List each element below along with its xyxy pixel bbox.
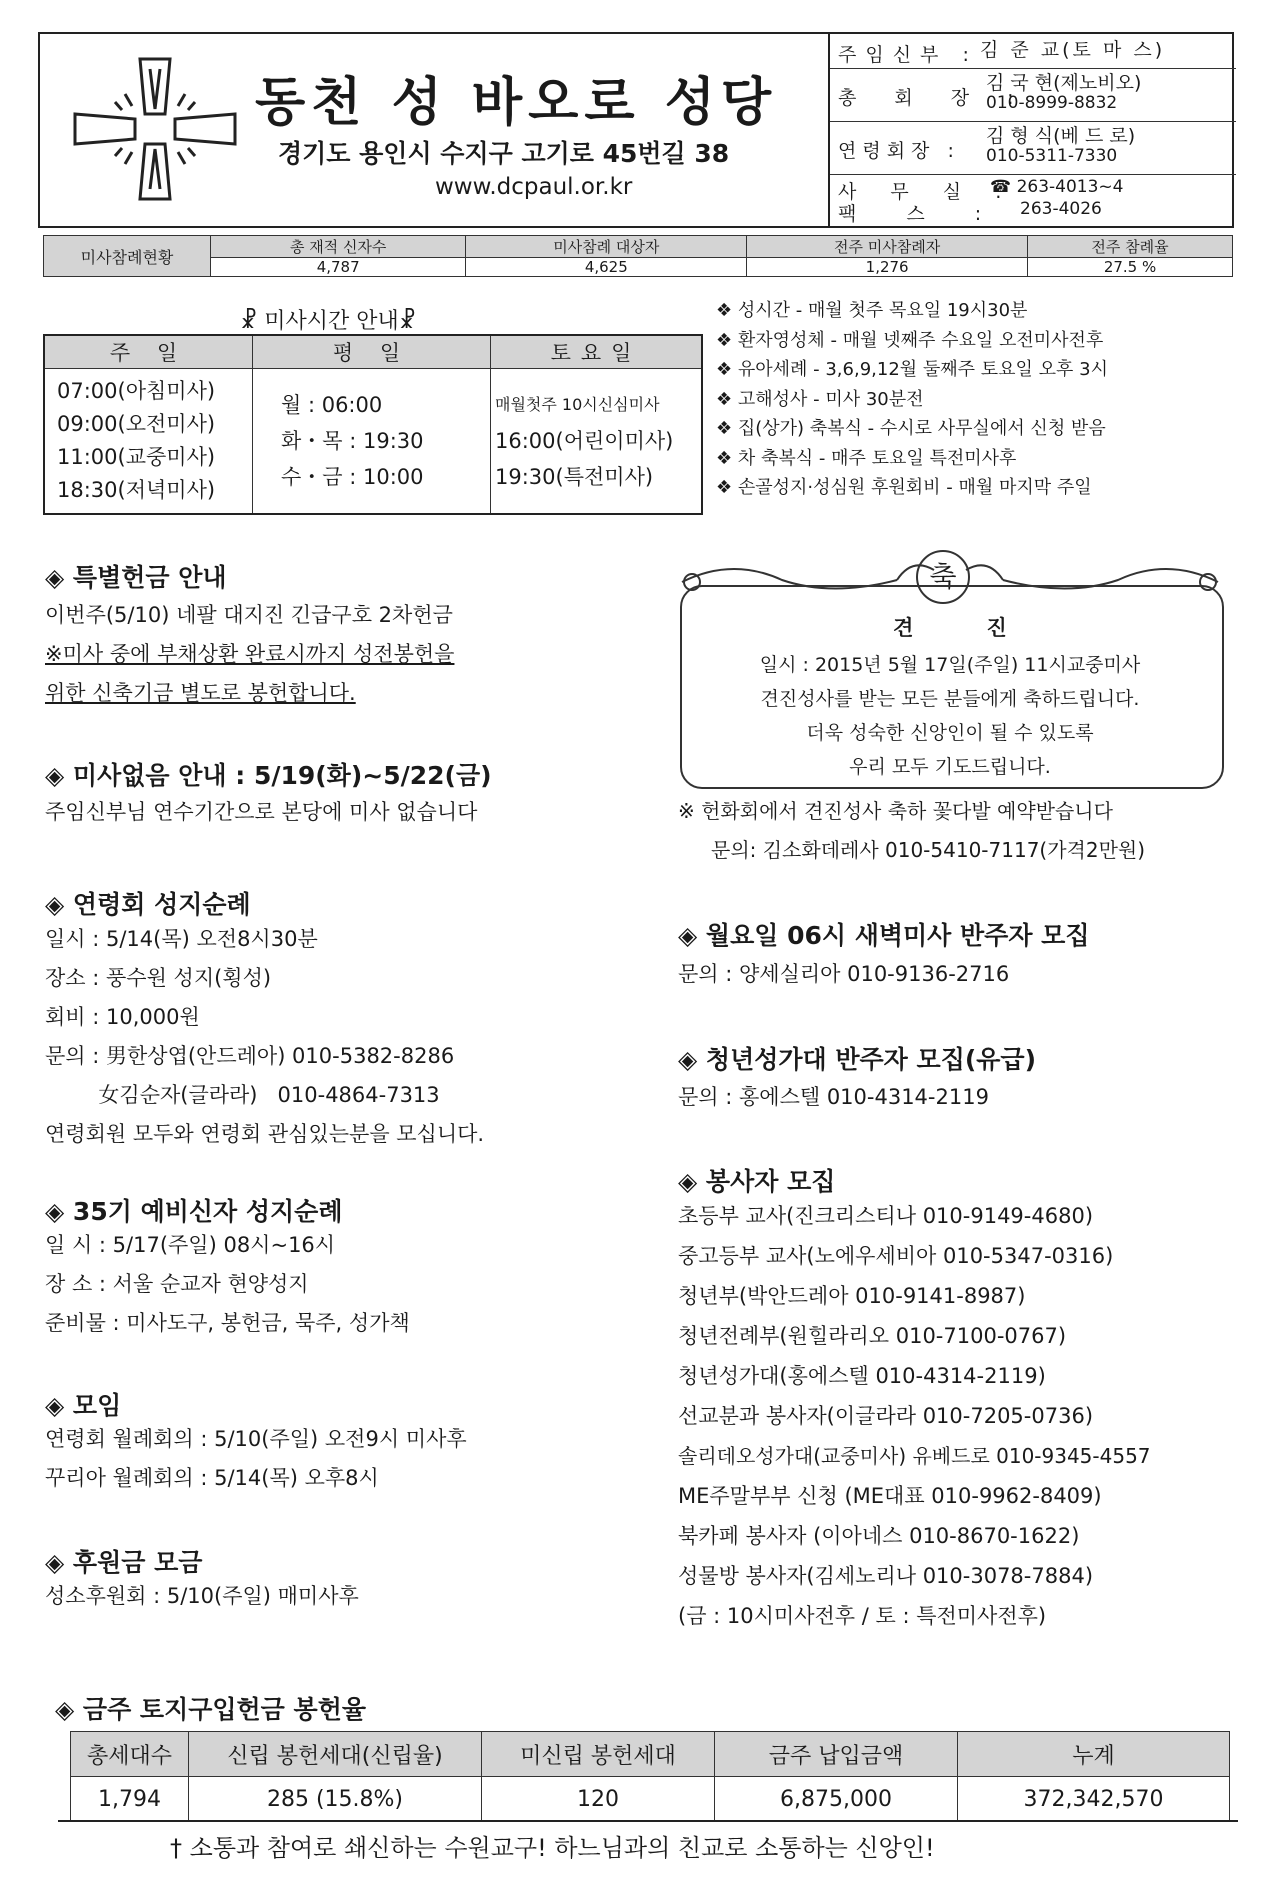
organist-recruit-text: 문의 : 양세실리아 010-9136-2716 xyxy=(678,962,1010,986)
confirmation-text xyxy=(680,648,1220,784)
staff-name: 김 국 현(제노비오) xyxy=(986,72,1142,94)
mass-time: 화・목 : 19:30 xyxy=(281,429,424,453)
mass-time: 18:30(저녁미사) xyxy=(57,478,216,502)
organist-recruit-title: ◈ 월요일 06시 새벽미사 반주자 모집 xyxy=(678,921,1090,950)
church-name: 동천 성 바오로 성당 xyxy=(255,73,778,133)
stats-header: 미사참례 대상자 xyxy=(466,236,747,258)
church-website-link[interactable]: www.dcpaul.or.kr xyxy=(435,174,633,200)
list-item: 선교분과 봉사자(이글라라 010-7205-0736) xyxy=(678,1404,1094,1428)
footer-divider xyxy=(58,1820,1238,1822)
special-offering-text xyxy=(45,596,454,713)
list-item: 중고등부 교사(노에우세비아 010-5347-0316) xyxy=(678,1244,1114,1268)
text-line: 준비물 : 미사도구, 봉헌금, 묵주, 성가책 xyxy=(45,1311,410,1335)
youth-choir-recruit-title: ◈ 청년성가대 반주자 모집(유급) xyxy=(678,1045,1036,1074)
staff-name: 김 형 식(베 드 로) xyxy=(986,125,1136,147)
pilgrimage-title: ◈ 연령회 성지순례 xyxy=(45,890,251,919)
fax-number: 263-4026 xyxy=(1020,199,1102,219)
sacrament-notices xyxy=(716,296,1108,503)
staff-role: 팩 스 : xyxy=(838,203,1004,225)
land-value: 372,342,570 xyxy=(958,1777,1230,1822)
list-item: 초등부 교사(진크리스티나 010-9149-4680) xyxy=(678,1204,1094,1228)
text-line: 일 시 : 5/17(주일) 08시~16시 xyxy=(45,1233,336,1257)
text-line: 연령회 월례회의 : 5/10(주일) 오전9시 미사후 xyxy=(45,1427,467,1451)
staff-row-memorial xyxy=(830,122,1236,175)
mass-header-saturday: 토요일 xyxy=(491,335,703,369)
mass-header-sunday: 주 일 xyxy=(44,335,253,369)
list-item: ME주말부부 신청 (ME대표 010-9962-8409) xyxy=(678,1484,1102,1508)
text-line: 문의 : 男한상엽(안드레아) 010-5382-8286 xyxy=(45,1044,455,1068)
text-line: 女김순자(글라라) 010-4864-7313 xyxy=(45,1083,440,1107)
staff-role: 총 회 장 : xyxy=(838,87,1030,109)
mass-time: 11:00(교중미사) xyxy=(57,445,216,469)
mass-time: 09:00(오전미사) xyxy=(57,412,216,436)
support-fund-title: ◈ 후원금 모금 xyxy=(45,1548,203,1577)
mass-time: 19:30(특전미사) xyxy=(495,465,654,489)
staff-row-president xyxy=(830,69,1236,122)
special-offering-title: ◈ 특별헌금 안내 xyxy=(45,563,227,592)
text-line: 견진성사를 받는 모든 분들에게 축하드립니다. xyxy=(760,688,1140,710)
volunteer-recruit-title: ◈ 봉사자 모집 xyxy=(678,1167,836,1196)
flower-reservation-note xyxy=(678,792,1145,870)
land-header: 신립 봉헌세대(신립율) xyxy=(189,1732,482,1777)
mass-header-weekday: 평 일 xyxy=(253,335,491,369)
cross-logo-icon xyxy=(70,54,240,204)
text-line: 이번주(5/10) 네팔 대지진 긴급구호 2차헌금 xyxy=(45,603,453,627)
text-line: 문의: 김소화데레사 010-5410-7117(가격2만원) xyxy=(711,838,1146,862)
land-value: 120 xyxy=(482,1777,715,1822)
stats-value: 27.5 % xyxy=(1028,258,1233,277)
staff-phone: 010-8999-8832 xyxy=(986,93,1118,113)
staff-role: 주임신부 : xyxy=(838,44,978,66)
list-item: 북카페 봉사자 (이아네스 010-8670-1622) xyxy=(678,1524,1080,1548)
land-header: 미신립 봉헌세대 xyxy=(482,1732,715,1777)
land-value: 6,875,000 xyxy=(715,1777,958,1822)
list-item: (금 : 10시미사전후 / 토 : 특전미사전후) xyxy=(678,1604,1047,1628)
list-item: 청년전례부(원힐라리오 010-7100-0767) xyxy=(678,1324,1067,1348)
text-line: 일시 : 2015년 5월 17일(주일) 11시교중미사 xyxy=(759,654,1141,676)
youth-choir-recruit-text: 문의 : 홍에스텔 010-4314-2119 xyxy=(678,1085,989,1109)
stats-value: 1,276 xyxy=(747,258,1028,277)
notice-item: ❖ 환자영성체 - 매월 넷째주 수요일 오전미사전후 xyxy=(716,329,1104,351)
church-address: 경기도 용인시 수지구 고기로 45번길 38 xyxy=(278,139,730,168)
mass-time: 매월첫주 10시신심미사 xyxy=(495,395,660,414)
staff-directory xyxy=(828,34,1236,226)
text-line: 꾸리아 월례회의 : 5/14(목) 오후8시 xyxy=(45,1466,379,1490)
list-item: 솔리데오성가대(교중미사) 유베드로 010-9345-4557 xyxy=(678,1444,1151,1468)
text-line: ※ 헌화회에서 견진성사 축하 꽃다발 예약받습니다 xyxy=(678,799,1113,823)
footer-slogan: † 소통과 참여로 쇄신하는 수원교구! 하느님과의 친교로 소통하는 신앙인! xyxy=(170,1834,935,1862)
meeting-text xyxy=(45,1420,467,1498)
catechumen-pilgrimage-title: ◈ 35기 예비신자 성지순례 xyxy=(45,1197,343,1226)
staff-role: 연령회장 : xyxy=(838,140,960,162)
staff-phone: 010-5311-7330 xyxy=(986,146,1118,166)
no-mass-title: ◈ 미사없음 안내 : 5/19(화)~5/22(금) xyxy=(45,761,492,790)
text-line: 일시 : 5/14(목) 오전8시30분 xyxy=(45,927,318,951)
text-line: 위한 신축기금 별도로 봉헌합니다. xyxy=(45,681,356,705)
land-value: 285 (15.8%) xyxy=(189,1777,482,1822)
weekday-times xyxy=(253,369,491,515)
text-line: 장소 : 풍수원 성지(횡성) xyxy=(45,966,272,990)
land-header: 총세대수 xyxy=(71,1732,189,1777)
mass-time: 수・금 : 10:00 xyxy=(281,465,424,489)
notice-item: ❖ 집(상가) 축복식 - 수시로 사무실에서 신청 받음 xyxy=(716,418,1106,439)
land-header: 금주 납입금액 xyxy=(715,1732,958,1777)
land-fund-title: ◈ 금주 토지구입헌금 봉헌율 xyxy=(55,1695,366,1724)
list-item: 성물방 봉사자(김세노리나 010-3078-7884) xyxy=(678,1564,1094,1588)
attendance-stats-table xyxy=(43,235,1233,277)
land-value: 1,794 xyxy=(71,1777,189,1822)
header-left xyxy=(40,34,828,226)
staff-name: 김 준 교(토 마 스) xyxy=(980,39,1166,61)
bulletin-header xyxy=(38,32,1234,228)
text-line: 장 소 : 서울 순교자 현양성지 xyxy=(45,1272,309,1296)
meeting-title: ◈ 모임 xyxy=(45,1391,122,1420)
notice-item: ❖ 성시간 - 매월 첫주 목요일 19시30분 xyxy=(716,300,1028,321)
volunteer-list xyxy=(678,1196,1151,1636)
sunday-times xyxy=(44,369,253,515)
notice-item: ❖ 유아세례 - 3,6,9,12월 둘째주 토요일 오후 3시 xyxy=(716,359,1108,380)
text-line: 더욱 성숙한 신앙인이 될 수 있도록 xyxy=(806,722,1094,744)
catechumen-pilgrimage-text xyxy=(45,1226,410,1343)
stats-value: 4,787 xyxy=(211,258,466,277)
mass-time: 07:00(아침미사) xyxy=(57,379,216,403)
text-line: 우리 모두 기도드립니다. xyxy=(849,756,1051,778)
staff-role: 사 무 실 : xyxy=(838,181,1016,203)
stats-label: 미사참례현황 xyxy=(44,236,211,277)
notice-item: ❖ 차 축복식 - 매주 토요일 특전미사후 xyxy=(716,447,1017,469)
notice-item: ❖ 고해성사 - 미사 30분전 xyxy=(716,388,924,410)
support-fund-text: 성소후원회 : 5/10(주일) 매미사후 xyxy=(45,1584,359,1608)
notice-item: ❖ 손골성지·성심원 후원회비 - 매월 마지막 주일 xyxy=(716,477,1092,498)
staff-row-office xyxy=(830,175,1236,225)
stats-header: 총 재적 신자수 xyxy=(211,236,466,258)
text-line: 회비 : 10,000원 xyxy=(45,1005,200,1029)
stats-header: 전주 참례율 xyxy=(1028,236,1233,258)
mass-time: 월 : 06:00 xyxy=(281,393,383,417)
stats-value: 4,625 xyxy=(466,258,747,277)
land-header: 누계 xyxy=(958,1732,1230,1777)
mass-times-table xyxy=(43,334,703,515)
list-item: 청년성가대(홍에스텔 010-4314-2119) xyxy=(678,1364,1046,1388)
mass-time: 16:00(어린이미사) xyxy=(495,429,674,453)
office-phone: ☎ 263-4013~4 xyxy=(990,177,1124,197)
list-item: 청년부(박안드레아 010-9141-8987) xyxy=(678,1284,1026,1308)
saturday-times xyxy=(491,369,703,515)
land-fund-table xyxy=(70,1731,1230,1822)
text-line: ※미사 중에 부채상환 완료시까지 성전봉헌을 xyxy=(45,642,455,666)
pilgrimage-text xyxy=(45,920,484,1154)
staff-row-pastor xyxy=(830,34,1236,69)
stats-header: 전주 미사참례자 xyxy=(747,236,1028,258)
no-mass-text: 주임신부님 연수기간으로 본당에 미사 없습니다 xyxy=(45,800,478,824)
confirmation-title: 견 진 xyxy=(893,616,1007,640)
celebration-badge: 축 xyxy=(916,550,970,604)
mass-times-title: ☧ 미사시간 안내☧ xyxy=(240,309,416,334)
text-line: 연령회원 모두와 연령회 관심있는분을 모십니다. xyxy=(45,1122,485,1146)
